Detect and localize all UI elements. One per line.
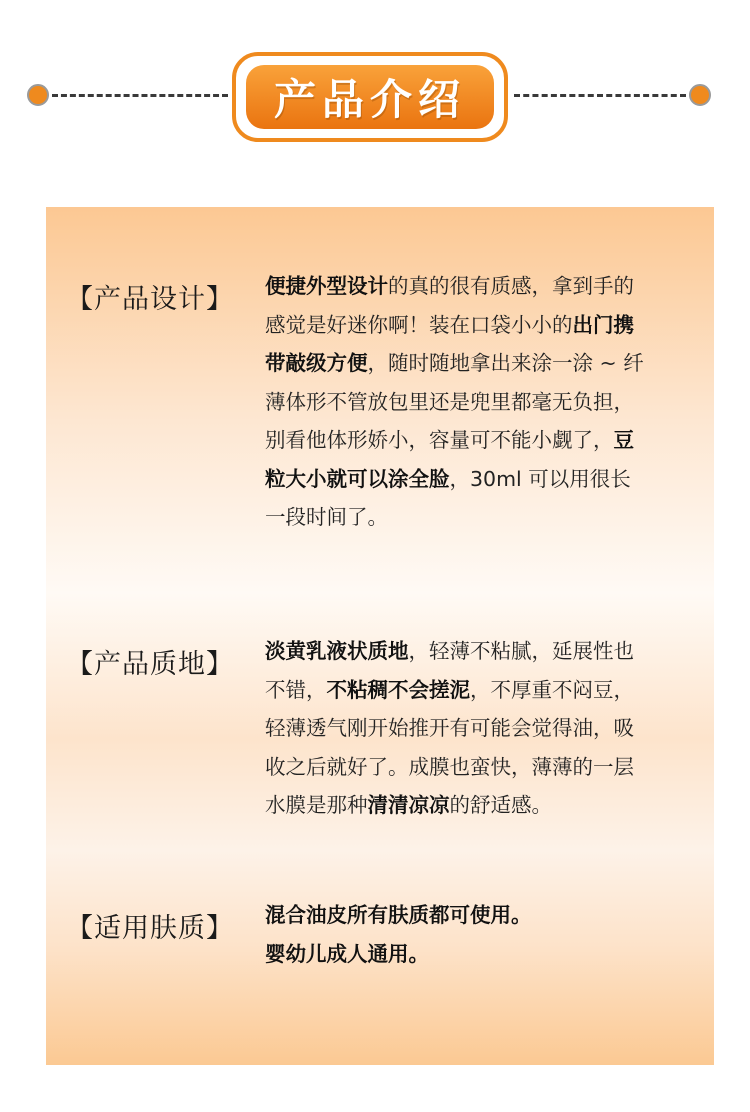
- section-body: [265, 267, 685, 537]
- text-line: [265, 498, 685, 537]
- text-run: ，不厚重不闷豆，: [470, 677, 634, 702]
- bold-text-run: 豆: [613, 428, 634, 452]
- text-line: [265, 421, 685, 460]
- orange-dot-icon: [27, 84, 49, 106]
- title-pill: [246, 65, 494, 129]
- page-title: 产品介绍: [273, 75, 466, 124]
- bold-text-run: 混合油皮所有肤质都可使用。: [265, 903, 532, 927]
- text-line: [265, 267, 685, 306]
- text-run: 的舒适感。: [449, 793, 552, 817]
- section-label: 【产品质地】: [66, 649, 234, 680]
- section-label: 【适用肤质】: [66, 913, 234, 944]
- text-run: ，随时随地拿出来涂一涂 ~ 纤: [367, 351, 644, 375]
- text-line: [265, 632, 685, 671]
- text-line: [265, 786, 685, 825]
- section-body: [265, 632, 685, 825]
- text-run: 的真的很有质感，拿到手的: [388, 274, 634, 298]
- bold-text-run: 清清凉凉: [367, 793, 450, 817]
- text-run: 感觉是好迷你啊！装在口袋小小的: [265, 312, 573, 337]
- dashed-divider-left: [52, 94, 228, 97]
- header-banner: [0, 0, 750, 200]
- bold-text-run: 粒大小就可以涂全脸: [265, 466, 450, 491]
- content-panel: [46, 207, 714, 1065]
- text-run: ，30ml 可以用很长: [449, 466, 631, 491]
- text-run: 一段时间了。: [265, 505, 388, 529]
- bold-text-run: 淡黄乳液状质地: [265, 639, 409, 663]
- text-line: [265, 748, 685, 787]
- text-run: 水膜是那种: [265, 793, 368, 817]
- text-line: [265, 383, 685, 422]
- text-run: ，轻薄不粘腻，延展性也: [408, 639, 634, 663]
- text-run: 别看他体形娇小，容量可不能小觑了，: [265, 428, 614, 452]
- bold-text-run: 便捷外型设计: [265, 274, 388, 298]
- text-line: [265, 896, 685, 935]
- section-body: [265, 896, 685, 973]
- text-line: [265, 671, 685, 710]
- text-line: [265, 344, 685, 383]
- text-line: [265, 460, 685, 499]
- orange-dot-icon: [689, 84, 711, 106]
- bold-text-run: 不粘稠不会搓泥: [326, 677, 470, 702]
- text-run: 轻薄透气刚开始推开有可能会觉得油，吸: [265, 716, 634, 740]
- bold-text-run: 婴幼儿成人通用。: [265, 941, 429, 966]
- section-label: 【产品设计】: [66, 284, 234, 315]
- title-frame: [232, 52, 508, 142]
- text-run: 收之后就好了。成膜也蛮快，薄薄的一层: [265, 754, 634, 779]
- text-line: [265, 709, 685, 748]
- text-run: 不错，: [265, 677, 327, 702]
- text-run: 薄体形不管放包里还是兜里都毫无负担，: [265, 389, 634, 414]
- text-line: [265, 935, 685, 974]
- bold-text-run: 带敲级方便: [265, 351, 368, 375]
- text-line: [265, 306, 685, 345]
- bold-text-run: 出门携: [572, 312, 634, 337]
- dashed-divider-right: [514, 94, 686, 97]
